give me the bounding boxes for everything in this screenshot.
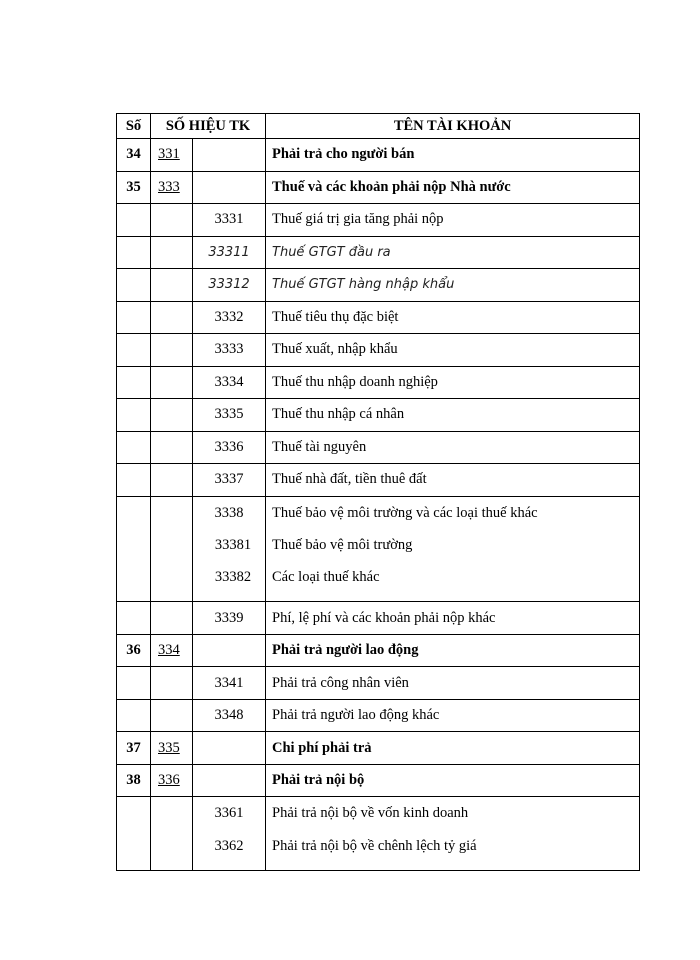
header-ten: TÊN TÀI KHOẢN: [266, 114, 640, 139]
row-number: 36: [117, 634, 151, 667]
account-name: Thuế xuất, nhập khẩu: [266, 334, 640, 367]
sub-account-code: [193, 634, 266, 667]
account-name: Thuế và các khoản phải nộp Nhà nước: [266, 171, 640, 204]
account-code: 335: [151, 732, 193, 765]
table-row: [117, 399, 640, 432]
sub-account-code: 3331: [193, 204, 266, 237]
row-number: 34: [117, 139, 151, 172]
header-so: Số: [117, 114, 151, 139]
header-so-hieu: SỐ HIỆU TK: [151, 114, 266, 139]
account-name: Thuế giá trị gia tăng phải nộp: [266, 204, 640, 237]
account-name: Phải trả người lao động khác: [266, 699, 640, 732]
sub-account-code: 33381: [214, 536, 252, 553]
sub-account-code: 3334: [193, 366, 266, 399]
sub-account-code: 3333: [193, 334, 266, 367]
table-row: [117, 602, 640, 635]
account-name: Phải trả nội bộ: [266, 764, 640, 797]
row-number: 35: [117, 171, 151, 204]
table-row: [117, 236, 640, 269]
sub-account-code: 33382: [214, 569, 252, 586]
sub-account-code: 3336: [193, 431, 266, 464]
table-row: [117, 732, 640, 765]
account-name: Các loại thuế khác: [272, 569, 380, 586]
table-row: [117, 334, 640, 367]
sub-account-code: 3332: [193, 301, 266, 334]
account-code: 331: [151, 139, 193, 172]
table-row: [117, 171, 640, 204]
account-name: Chi phí phải trả: [266, 732, 640, 765]
table-row: [117, 764, 640, 797]
sub-account-code: 33311: [193, 236, 266, 269]
sub-account-code: 3337: [193, 464, 266, 497]
sub-account-code: 33312: [193, 269, 266, 302]
account-name: Thuế tài nguyên: [266, 431, 640, 464]
sub-account-code: [193, 732, 266, 765]
sub-account-code: [193, 764, 266, 797]
account-name: Thuế nhà đất, tiền thuê đất: [266, 464, 640, 497]
account-name: Thuế GTGT hàng nhập khẩu: [266, 269, 640, 302]
account-name: [266, 797, 640, 871]
account-name: Phải trả công nhân viên: [266, 667, 640, 700]
row-number: 38: [117, 764, 151, 797]
sub-account-code: 3335: [193, 399, 266, 432]
table-row: [117, 301, 640, 334]
account-name: Phải trả người lao động: [266, 634, 640, 667]
sub-account-code: [193, 139, 266, 172]
account-name: Thuế tiêu thụ đặc biệt: [266, 301, 640, 334]
account-code: 333: [151, 171, 193, 204]
account-name: [266, 496, 640, 602]
sub-account-code: [193, 171, 266, 204]
account-code: 334: [151, 634, 193, 667]
account-name: Phải trả nội bộ về vốn kinh doanh: [272, 805, 469, 822]
table-row: [117, 431, 640, 464]
account-name: Phí, lệ phí và các khoản phải nộp khác: [266, 602, 640, 635]
sub-account-code: [193, 797, 266, 871]
table-row: [117, 366, 640, 399]
table-row: [117, 269, 640, 302]
sub-account-code: 3338: [214, 504, 244, 521]
table-row: [117, 667, 640, 700]
table-row: [117, 797, 640, 871]
account-name: Thuế thu nhập cá nhân: [266, 399, 640, 432]
sub-account-code: 3361: [214, 805, 244, 822]
account-name: Phải trả cho người bán: [266, 139, 640, 172]
account-name: Thuế bảo vệ môi trường và các loại thuế khác: [272, 504, 538, 521]
account-code: 336: [151, 764, 193, 797]
sub-account-code: 3339: [193, 602, 266, 635]
table-header: [117, 114, 640, 139]
table-row: [117, 496, 640, 602]
table-row: [117, 699, 640, 732]
table-row: [117, 204, 640, 237]
sub-account-code: 3348: [193, 699, 266, 732]
account-table: [116, 113, 640, 871]
sub-account-code: [193, 496, 266, 602]
sub-account-code: 3341: [193, 667, 266, 700]
table-row: [117, 139, 640, 172]
account-name: Phải trả nội bộ về chênh lệch tỷ giá: [272, 837, 477, 854]
account-name: Thuế bảo vệ môi trường: [272, 536, 413, 553]
account-name: Thuế thu nhập doanh nghiệp: [266, 366, 640, 399]
row-number: 37: [117, 732, 151, 765]
table-row: [117, 634, 640, 667]
table-row: [117, 464, 640, 497]
sub-account-code: 3362: [214, 837, 244, 854]
account-table-page: [116, 113, 639, 871]
account-name: Thuế GTGT đầu ra: [266, 236, 640, 269]
